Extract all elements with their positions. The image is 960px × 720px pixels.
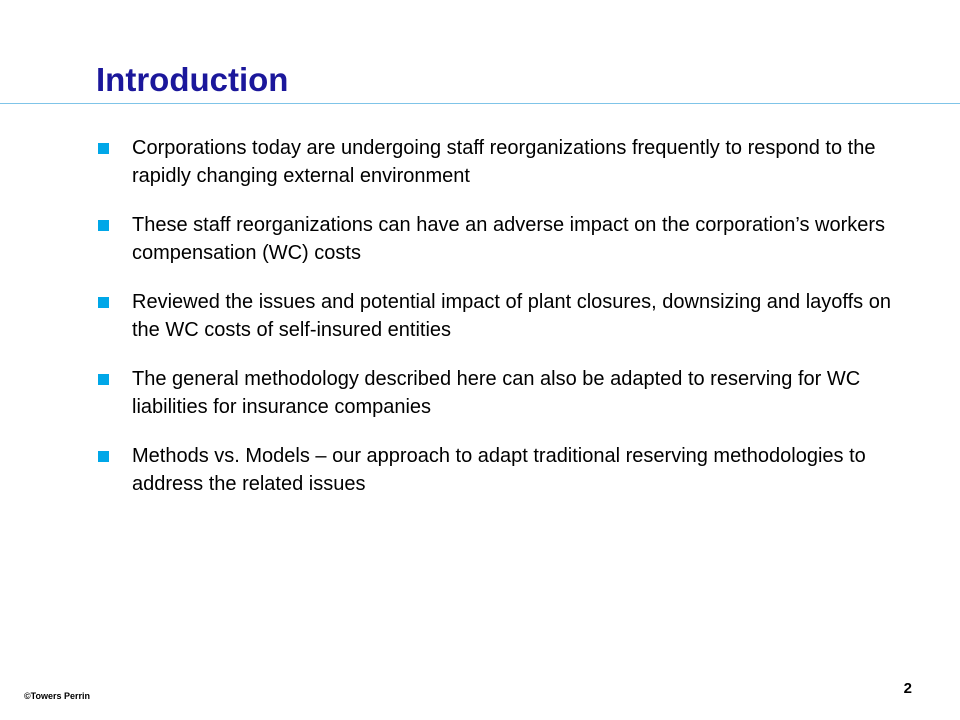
bullet-list [96, 134, 896, 519]
bullet-text: Reviewed the issues and potential impact of plant closures, downsizing and layoffs on the WC costs of self-insured entities [132, 291, 891, 341]
square-bullet-icon [98, 220, 109, 231]
square-bullet-icon [98, 374, 109, 385]
bullet-item [96, 365, 896, 421]
square-bullet-icon [98, 297, 109, 308]
bullet-item [96, 288, 896, 344]
footer-copyright: ©Towers Perrin [24, 691, 90, 701]
bullet-item [96, 134, 896, 190]
bullet-text: The general methodology described here can also be adapted to reserving for WC liabilities for insurance companies [132, 368, 861, 418]
slide-title: Introduction [96, 61, 289, 98]
page-number: 2 [903, 680, 912, 697]
square-bullet-icon [98, 143, 109, 154]
square-bullet-icon [98, 451, 109, 462]
title-divider [0, 103, 960, 104]
bullet-text: Methods vs. Models – our approach to adapt traditional reserving methodologies to address the related issues [132, 445, 866, 495]
bullet-text: These staff reorganizations can have an adverse impact on the corporation’s workers compensation (WC) costs [132, 214, 886, 264]
bullet-text: Corporations today are undergoing staff reorganizations frequently to respond to the rapidly changing external environment [132, 137, 876, 187]
bullet-item [96, 442, 896, 498]
bullet-item [96, 211, 896, 267]
